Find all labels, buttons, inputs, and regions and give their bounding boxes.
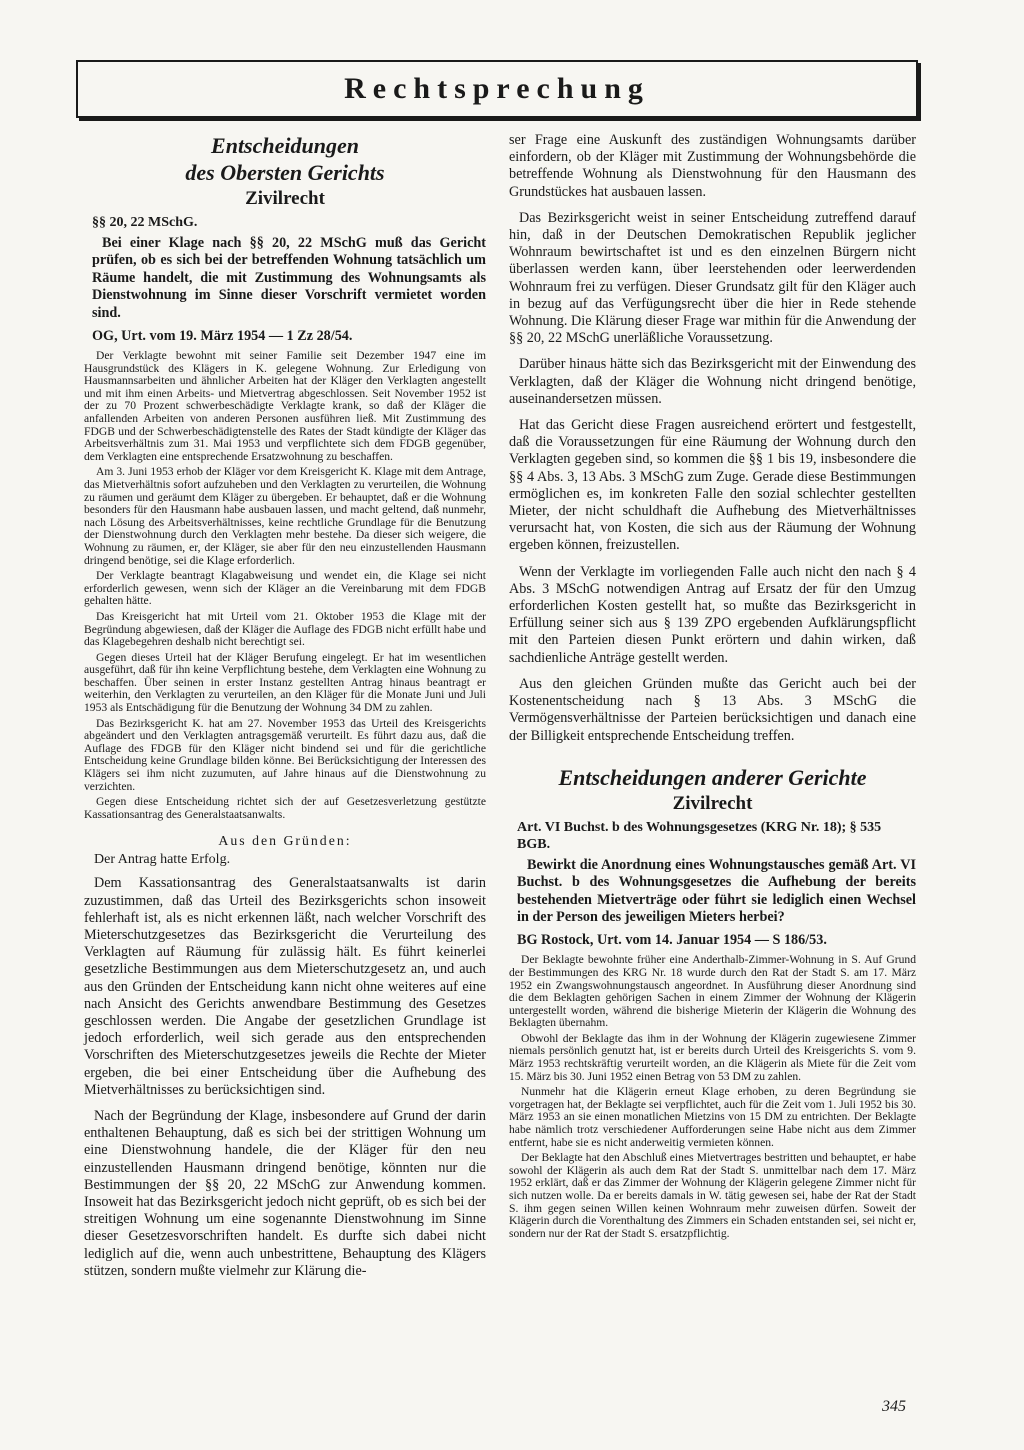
legal-reference: §§ 20, 22 MSchG. <box>92 215 198 230</box>
left-column <box>84 132 486 1289</box>
reasons-paragraph: Hat das Gericht diese Fragen ausreichend erörtert und festgestellt, daß die Voraussetzungen für eine Räumung der Wohnung durch den Verklagten gegeben sind, so kommen die §§ 1 bis 19, insbesondere die §§ 4 Abs. 3, 13 Abs. 3 MSchG zum Zuge. Gerade diese Bestimmungen ermöglichen es, im konkreten Falle den sozial schlechter gestellten Mieter, der nicht schuldhaft die Aufhebung des Mietverhältnisses verursacht hat, von Kosten, die sich aus der Räumung der Wohnung ergeben können, freizustellen. <box>509 417 916 554</box>
reasons-paragraph: Dem Kassationsantrag des Generalstaatsanwalts ist darin zuzustimmen, daß das Urteil des Bezirksgerichts schon insoweit fehlerhaft ist, als es nicht erkennen läßt, nach welcher Vorschrift des Mieterschutzgesetzes das Bezirksgericht die Verurteilung des Verklagten auf Räumung für zulässig hält. Es führt keinerlei gesetzliche Bestimmungen aus dem Mieterschutzgesetz an, und auch aus den Gründen der Entscheidung kann nicht ohne weiteres auf eine nach Ansicht des Gerichts anwendbare Bestimmung des Gesetzes geschlossen werden. Die Angabe der gesetzlichen Grundlage ist jedoch erforderlich, weil sich gerade aus den entsprechenden Vorschriften des Mieterschutzgesetzes jeweils die Rechte der Mieter ergeben, die bei einer Entscheidung über die Aufhebung des Mietverhältnisses zu berücksichtigen sind. <box>84 875 486 1098</box>
court-citation: BG Rostock, Urt. vom 14. Januar 1954 — S 186/53. <box>517 932 827 949</box>
court-citation: OG, Urt. vom 19. März 1954 — 1 Zz 28/54. <box>92 328 353 345</box>
header-title: Rechtsprechung <box>344 72 650 105</box>
reasons-paragraph: Darüber hinaus hätte sich das Bezirksgericht mit der Einwendung des Verklagten, daß der Kläger die Wohnung nicht dringend benötige, auseinandersetzen müssen. <box>509 356 916 407</box>
facts-paragraph: Der Verklagte bewohnt mit seiner Familie seit Dezember 1947 eine im Hausgrundstück des Klägers in K. gelegene Wohnung. Zur Erledigung von Hausmannsarbeiten und ähnlicher Arbeiten hat der Kläger den Verklagten angestellt und mit ihm einen Arbeits- und Mietvertrag abgeschlossen. Seit November 1952 ist der zu 70 Prozent schwerbeschädigte Verklagte krank, so daß der Kläger die anfallenden Arbeiten von anderen Personen ausführen ließ. Mit Zustimmung des FDGB und der Schwerbeschädigtenstelle des Rates der Stadt kündigte der Kläger das Arbeitsverhältnis zum 31. Mai 1953 und verpflichtete sich dem FDGB gegenüber, dem Verklagten eine entsprechende Ersatzwohnung zu beschaffen. <box>84 349 486 463</box>
facts-paragraph: Das Kreisgericht hat mit Urteil vom 21. Oktober 1953 die Klage mit der Begründung abgewiesen, daß der Kläger die Auflage des FDGB nicht erfüllt habe und das Klagebegehren deshalb nicht berechtigt sei. <box>84 609 486 649</box>
facts-paragraph: Der Beklagte hat den Abschluß eines Mietvertrages bestritten und behauptet, er habe sowohl der Klägerin als auch dem Rat der Stadt S. unmittelbar nach dem 17. März 1952 erklärt, daß er das Zimmer der Wohnung der Klägerin gelegene Zimmer nicht für sich nutzen wolle. Da er bereits damals in W. tätig gewesen sei, habe der Rat der Stadt S. ihm gegen seinen Willen keinen Wohnraum mehr zuweisen dürfen. Soweit der Klägerin durch die Vorenthaltung des Zimmers ein Schaden entstanden sei, sei nicht er, sondern nur der Rat der Stadt S. ersatzpflichtig. <box>509 1151 916 1240</box>
right-column <box>509 132 916 1243</box>
facts-paragraph: Der Beklagte bewohnte früher eine Anderthalb-Zimmer-Wohnung in S. Auf Grund der Bestimmungen des KRG Nr. 18 wurde durch den Rat der Stadt S. am 17. März 1952 ein Zwangswohnungstausch angeordnet. In Ausführung dieser Anordnung sind die dem Beklagten gehörigen Sachen in einem Zimmer der Wohnung der Klägerin untergestellt worden, während die bisherige Mieterin der Klägerin die Wohnung des Beklagten übernahm. <box>509 953 916 1030</box>
facts-paragraph: Der Verklagte beantragt Klagabweisung und wendet ein, die Klage sei nicht erforderlich gewesen, wenn sich der Kläger an die Vereinbarung mit dem FDGB gehalten hätte. <box>84 569 486 608</box>
section-title-other-courts: Entscheidungen anderer Gerichte <box>558 764 867 790</box>
headnote: Bei einer Klage nach §§ 20, 22 MSchG muß das Gericht prüfen, ob es sich bei der betreffenden Wohnung tatsächlich um Räume handelt, die mit Zustimmung des Wohnungsamts als Dienstwohnung im Sinne dieser Vorschrift vermietet worden sind. <box>92 235 486 321</box>
facts-paragraph: Nunmehr hat die Klägerin erneut Klage erhoben, zu deren Begründung sie vorgetragen hat, der Beklagte sei verpflichtet, auch für die Zeit vom 1. Juli 1952 bis 30. März 1953 an sie einen monatlichen Mietzins von 15 DM zu entrichten. Der Beklagte habe nämlich trotz verschiedener Aufforderungen seine Habe nicht aus dem Zimmer entfernt, habe sie es nicht anderweitig vermieten können. <box>509 1085 916 1149</box>
section-spacer <box>509 754 916 764</box>
grounds-heading: Aus den Gründen: <box>218 833 352 849</box>
reasons-paragraph: Wenn der Verklagte im vorliegenden Falle auch nicht den nach § 4 Abs. 3 MSchG notwendigen Antrag auf Ersatz der für den Umzug erforderlichen Kosten gestellt hat, so mußte das Bezirksgericht in Erfüllung seiner sich aus § 139 ZPO ergebenden Aufklärungspflicht mit den Parteien diesen Punkt erörtern und dahin wirken, daß sachdienliche Anträge gestellt werden. <box>509 563 916 666</box>
section-title-supreme-court-line2: des Obersten Gerichts <box>185 160 385 185</box>
reasons-paragraph: Nach der Begründung der Klage, insbesondere auf Grund der darin enthaltenen Behauptung, daß es sich bei der strittigen Wohnung um eine Dienstwohnung handele, die der Kläger für den neu einzustellenden Hausmann dringend benötige, könnten nur die Bestimmungen der §§ 20, 22 MSchG zur Anwendung kommen. Insoweit hat das Bezirksgericht jedoch nicht geprüft, ob es sich bei der streitigen Wohnung um eine sogenannte Dienstwohnung im Sinne dieser Gesetzesvorschriften handelt. Es durfte sich dabei nicht lediglich auf die, wenn auch unbestrittene, Behauptung des Klägers stützen, sondern mußte vielmehr zur Klärung die- <box>84 1108 486 1279</box>
subsection-civil-law: Zivilrecht <box>672 792 753 814</box>
legal-reference: Art. VI Buchst. b des Wohnungsgesetzes (KRG Nr. 18); § 535 BGB. <box>517 819 882 852</box>
facts-paragraph: Gegen dieses Urteil hat der Kläger Berufung eingelegt. Er hat im wesentlichen ausgeführt, daß für ihn keine Verpflichtung bestehe, dem Verklagten eine Wohnung zu beschaffen. Über seinen in erster Instanz gestellten Antrag hinaus beantragt er weiterhin, den Verklagten zu verurteilen, an den Kläger für die Monate Juni und Juli 1953 als Entschädigung für die Benutzung der Wohnung 34 DM zu zahlen. <box>84 650 486 715</box>
facts-paragraph: Das Bezirksgericht K. hat am 27. November 1953 das Urteil des Kreisgerichts abgeändert und den Verklagten antragsgemäß verurteilt. Es führt dazu aus, daß die Auflage des FDGB für den Kläger nicht bindend sei und für die gerichtliche Entscheidung keine Grundlage bilden könne. Bei Berücksichtigung der Interessen des Klägers sei ihm nicht zuzumuten, auf Jahre hinaus auf die Dienstwohnung zu verzichten. <box>84 716 486 793</box>
headnote: Bewirkt die Anordnung eines Wohnungstausches gemäß Art. VI Buchst. b des Wohnungsgesetzes die Aufhebung der bereits bestehenden Mietverträge oder führt sie lediglich einen Wechsel in der Person des jeweiligen Mieters herbei? <box>517 856 916 925</box>
section-title-supreme-court-line1: Entscheidungen <box>211 133 359 158</box>
facts-paragraph: Obwohl der Beklagte das ihm in der Wohnung der Klägerin zugewiesene Zimmer niemals persönlich genutzt hat, ist er bereits durch Urteil des Kreisgerichts S. vom 9. März 1953 rechtskräftig verurteilt worden, an die Klägerin als Miete für die Zeit vom 15. März bis 30. Juni 1952 einen Betrag von 53 DM zu zahlen. <box>509 1031 916 1083</box>
page-number: 345 <box>882 1398 906 1415</box>
facts-paragraph: Gegen diese Entscheidung richtet sich der auf Gesetzesverletzung gestützte Kassationsantrag des Generalstaatsanwalts. <box>84 795 486 821</box>
facts-paragraph: Am 3. Juni 1953 erhob der Kläger vor dem Kreisgericht K. Klage mit dem Antrage, das Mietverhältnis sofort aufzuheben und den Verklagten zu verurteilen, die Wohnung zu räumen und geräumt dem Kläger zu übergeben. Er behauptet, daß er die Wohnung besonders für den Hausmann habe ausbauen lassen, und macht geltend, daß nunmehr, nach Lösung des Arbeitsverhältnisses, keine rechtliche Grundlage für die Benutzung der Dienstwohnung durch den Verklagten mehr bestehe. Da dieser sich weigere, die Wohnung zu räumen, er, der Kläger, sie aber für den neu einzustellenden Hausmann dringend benötige, sei die Klage erforderlich. <box>84 465 486 567</box>
subsection-civil-law: Zivilrecht <box>245 188 325 209</box>
page-header <box>76 60 918 118</box>
grounds-result: Der Antrag hatte Erfolg. <box>94 852 231 868</box>
reasons-paragraph: Aus den gleichen Gründen mußte das Gericht auch bei der Kostenentscheidung nach § 13 Abs. 3 MSchG die Vermögensverhältnisse der Parteien berücksichtigen und danach eine der Billigkeit entsprechende Entscheidung treffen. <box>509 675 916 744</box>
reasons-continued-paragraph: ser Frage eine Auskunft des zuständigen Wohnungsamts darüber einfordern, ob der Kläger mit Zustimmung der Wohnungsbehörde die betreffende Wohnung als Dienstwohnung für den Hausmann des Grundstückes hat ausbauen lassen. <box>509 132 916 200</box>
reasons-paragraph: Das Bezirksgericht weist in seiner Entscheidung zutreffend darauf hin, daß in der Deutschen Demokratischen Republik jeglicher Wohnraum bewirtschaftet ist und es den einzelnen Bürgern nicht überlassen werden kann, über leerstehenden oder leerwerdenden Wohnraum frei zu verfügen. Dieser Grundsatz gilt für den Kläger auch in bezug auf das Verfügungsrecht über die hier in Rede stehende Wohnung. Die Klärung dieser Frage war mithin für die Anwendung der §§ 20, 22 MSchG unerläßliche Voraussetzung. <box>509 209 916 347</box>
